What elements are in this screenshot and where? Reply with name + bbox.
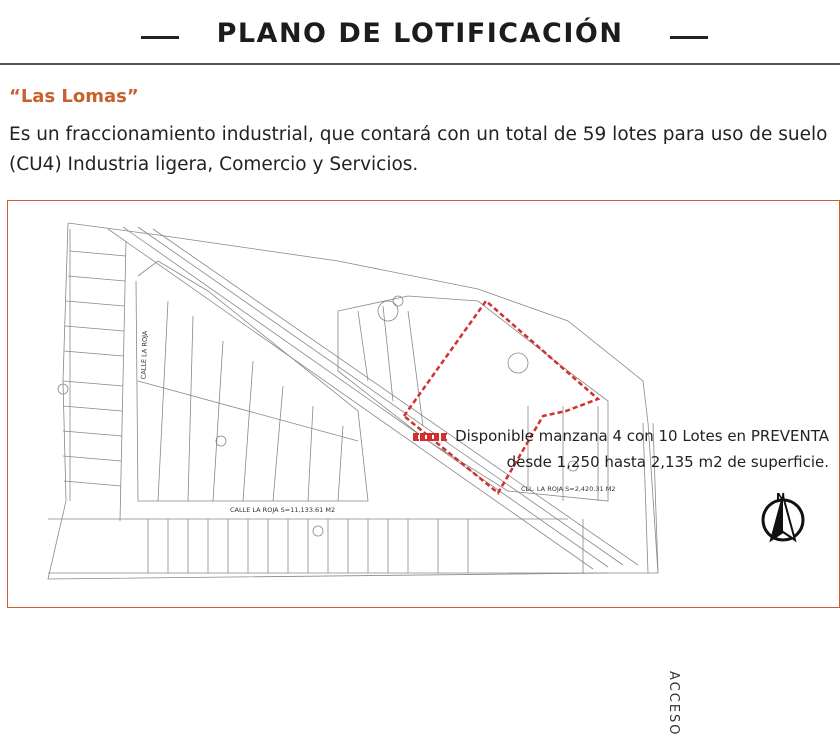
page-title: PLANO DE LOTIFICACIÓN	[216, 18, 624, 49]
legend-text-2: desde 1,250 hasta 2,135 m2 de superficie.	[506, 453, 829, 471]
north-arrow-icon	[757, 488, 809, 550]
highway-edge-1	[108, 229, 593, 569]
title-rule-right	[670, 36, 708, 39]
map-legend	[413, 423, 829, 475]
north-label: N	[776, 491, 786, 504]
project-description: Es un fraccionamiento industrial, que contará con un total de 59 lotes para uso de suelo (CU4) Industria ligera, Comercio y Servicios.	[9, 124, 828, 175]
marker-5	[393, 296, 403, 306]
legend-line-1	[413, 423, 829, 449]
cul-de-sac-1	[378, 301, 398, 321]
center-lot-lines	[138, 301, 358, 501]
access-label: ACCESO	[666, 671, 681, 737]
marker-4	[313, 526, 323, 536]
site-plan-drawing	[8, 201, 840, 609]
street-label-2: CLL. LA ROJA S=2,420.31 M2	[521, 485, 616, 493]
street-label-3: CALLE LA ROJA	[139, 330, 150, 380]
street-label-1: CALLE LA ROJA S=11,133.61 M2	[230, 506, 336, 514]
highlight-swatch	[413, 433, 447, 441]
header-divider	[0, 63, 840, 65]
cul-de-sac-2	[508, 353, 528, 373]
project-name: “Las Lomas”	[9, 86, 139, 107]
bottom-lot-lines	[148, 519, 583, 573]
highway-edge-3	[138, 227, 623, 565]
site-plan	[7, 200, 840, 737]
title-row	[0, 14, 840, 60]
left-lot-lines	[63, 251, 126, 486]
legend-text-1: Disponible manzana 4 con 10 Lotes en PREVENTA	[455, 427, 829, 445]
marker-2	[216, 436, 226, 446]
highway-edge-4	[153, 229, 638, 565]
